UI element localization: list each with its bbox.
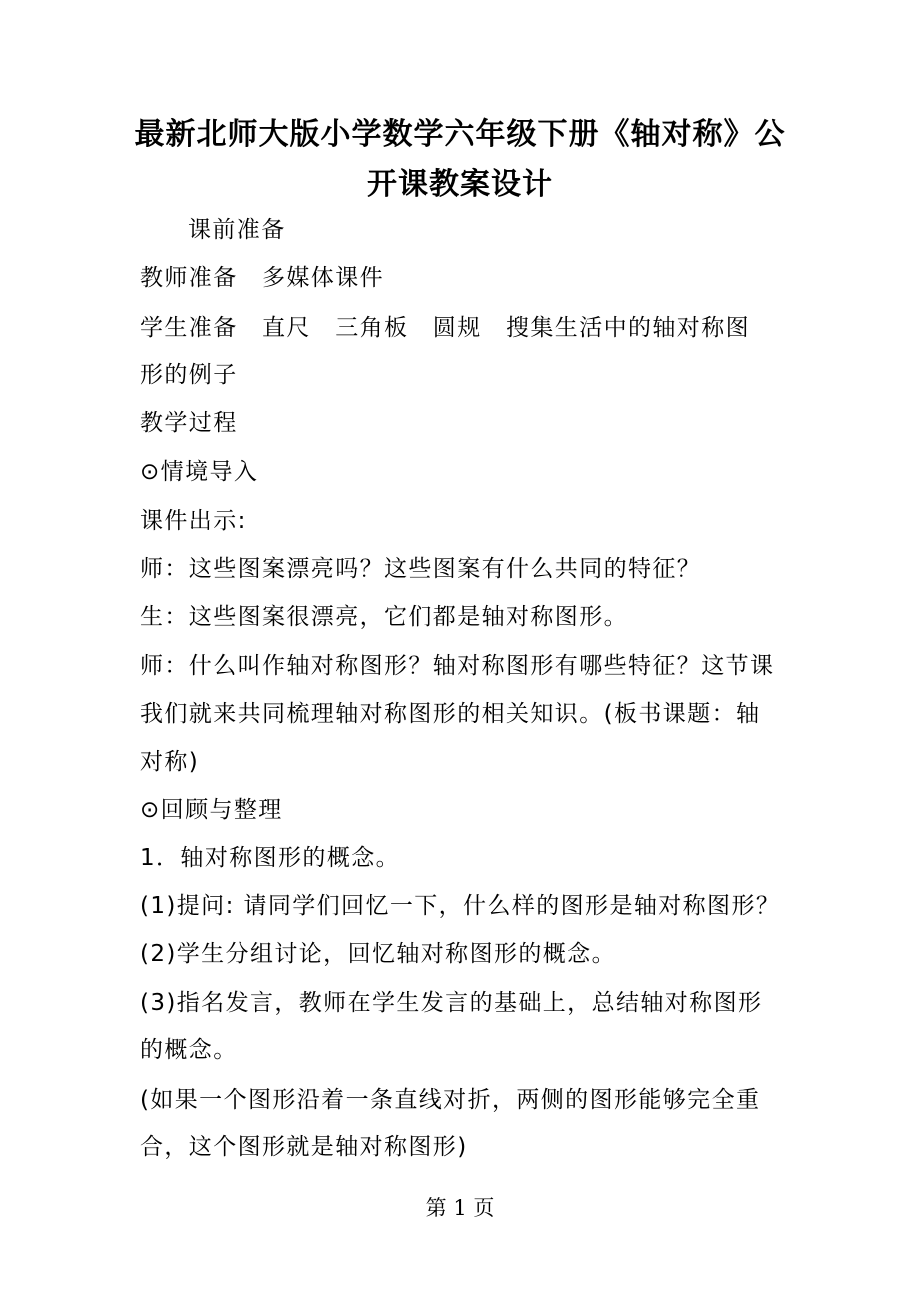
text-line: 学生准备 直尺 三角板 圆规 搜集生活中的轴对称图 — [140, 315, 750, 341]
text-line: (2)学生分组讨论，回忆轴对称图形的概念。 — [140, 941, 616, 967]
text-line: 生：这些图案很漂亮，它们都是轴对称图形。 — [140, 604, 628, 630]
section-heading-preparation: 课前准备 — [188, 217, 286, 243]
page-number: 第 1 页 — [425, 1196, 495, 1220]
text-line: 师：什么叫作轴对称图形？轴对称图形有哪些特征？这节课 — [140, 653, 775, 679]
text-line: 形的例子 — [140, 362, 238, 388]
text-line: (1)提问: 请同学们回忆一下，什么样的图形是轴对称图形？ — [140, 893, 781, 919]
subsection-heading: ⊙情境导入 — [140, 459, 259, 485]
text-line: 师：这些图案漂亮吗？这些图案有什么共同的特征？ — [140, 556, 702, 582]
text-line: (3)指名发言，教师在学生发言的基础上，总结轴对称图形 — [140, 990, 763, 1016]
text-line: (如果一个图形沿着一条直线对折，两侧的图形能够完全重 — [140, 1087, 761, 1113]
text-line: 对称) — [140, 749, 200, 775]
text-line: 课件出示: — [140, 508, 247, 534]
document-title-line-1: 最新北师大版小学数学六年级下册《轴对称》公 — [134, 117, 786, 152]
subsection-heading: ⊙回顾与整理 — [140, 797, 283, 823]
text-line: 合，这个图形就是轴对称图形) — [140, 1134, 468, 1160]
text-line: 1．轴对称图形的概念。 — [140, 845, 401, 871]
text-line: 我们就来共同梳理轴对称图形的相关知识。(板书课题：轴 — [140, 701, 761, 727]
document-title-line-2: 开课教案设计 — [367, 167, 553, 202]
text-line: 教师准备 多媒体课件 — [140, 265, 384, 291]
text-line: 的概念。 — [140, 1037, 238, 1063]
section-heading-process: 教学过程 — [140, 410, 238, 436]
